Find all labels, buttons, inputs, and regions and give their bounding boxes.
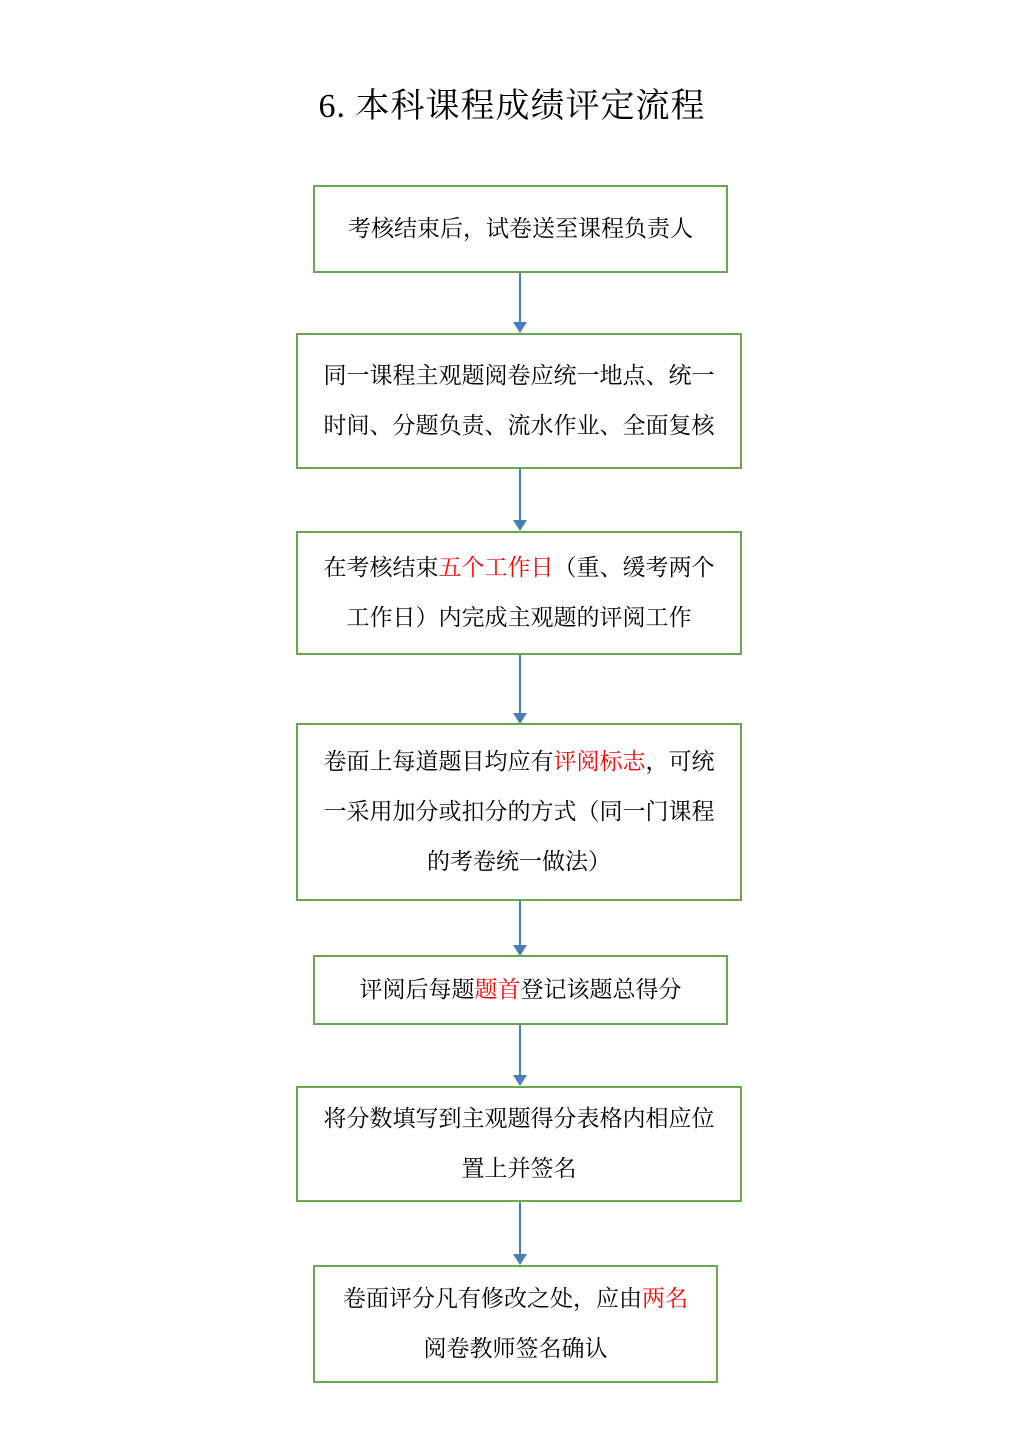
flow-node-4-line-3: 的考卷统一做法） bbox=[427, 849, 611, 874]
flow-node-2-line-2: 时间、分题负责、流水作业、全面复核 bbox=[323, 413, 715, 438]
connector-1-arrowhead bbox=[513, 322, 527, 333]
flow-node-4-line-2: 一采用加分或扣分的方式（同一门课程 bbox=[323, 799, 715, 824]
flow-node-5-line-1: 评阅后每题题首登记该题总得分 bbox=[359, 977, 682, 1002]
connector-3 bbox=[519, 655, 521, 713]
connector-4 bbox=[519, 901, 521, 945]
flow-node-4 bbox=[296, 723, 742, 901]
flow-node-6 bbox=[296, 1086, 742, 1202]
connector-6 bbox=[519, 1202, 521, 1254]
flow-node-2 bbox=[296, 333, 742, 469]
connector-1 bbox=[519, 273, 521, 322]
flow-node-1-line-1: 考核结束后，试卷送至课程负责人 bbox=[348, 216, 693, 241]
flow-node-3 bbox=[296, 531, 742, 655]
flow-node-7-line-2: 阅卷教师签名确认 bbox=[423, 1336, 608, 1361]
flow-node-7 bbox=[313, 1265, 718, 1383]
flow-node-3-line-1: 在考核结束五个工作日（重、缓考两个 bbox=[323, 555, 715, 580]
flow-node-4-line-1: 卷面上每道题目均应有评阅标志，可统 bbox=[323, 749, 715, 774]
flow-node-3-line-2: 工作日）内完成主观题的评阅工作 bbox=[346, 605, 692, 630]
connector-2-arrowhead bbox=[513, 520, 527, 531]
flow-node-1 bbox=[313, 185, 728, 273]
flow-node-6-line-2: 置上并签名 bbox=[461, 1156, 577, 1181]
connector-6-arrowhead bbox=[513, 1254, 527, 1265]
connector-5 bbox=[519, 1025, 521, 1075]
flow-node-6-line-1: 将分数填写到主观题得分表格内相应位 bbox=[323, 1106, 715, 1131]
page-title: 6. 本科课程成绩评定流程 bbox=[318, 88, 706, 125]
flow-node-5 bbox=[313, 955, 728, 1025]
connector-2 bbox=[519, 469, 521, 520]
connector-5-arrowhead bbox=[513, 1075, 527, 1086]
flow-node-2-line-1: 同一课程主观题阅卷应统一地点、统一 bbox=[323, 363, 715, 388]
flow-node-7-line-1: 卷面评分凡有修改之处，应由两名 bbox=[343, 1286, 688, 1311]
